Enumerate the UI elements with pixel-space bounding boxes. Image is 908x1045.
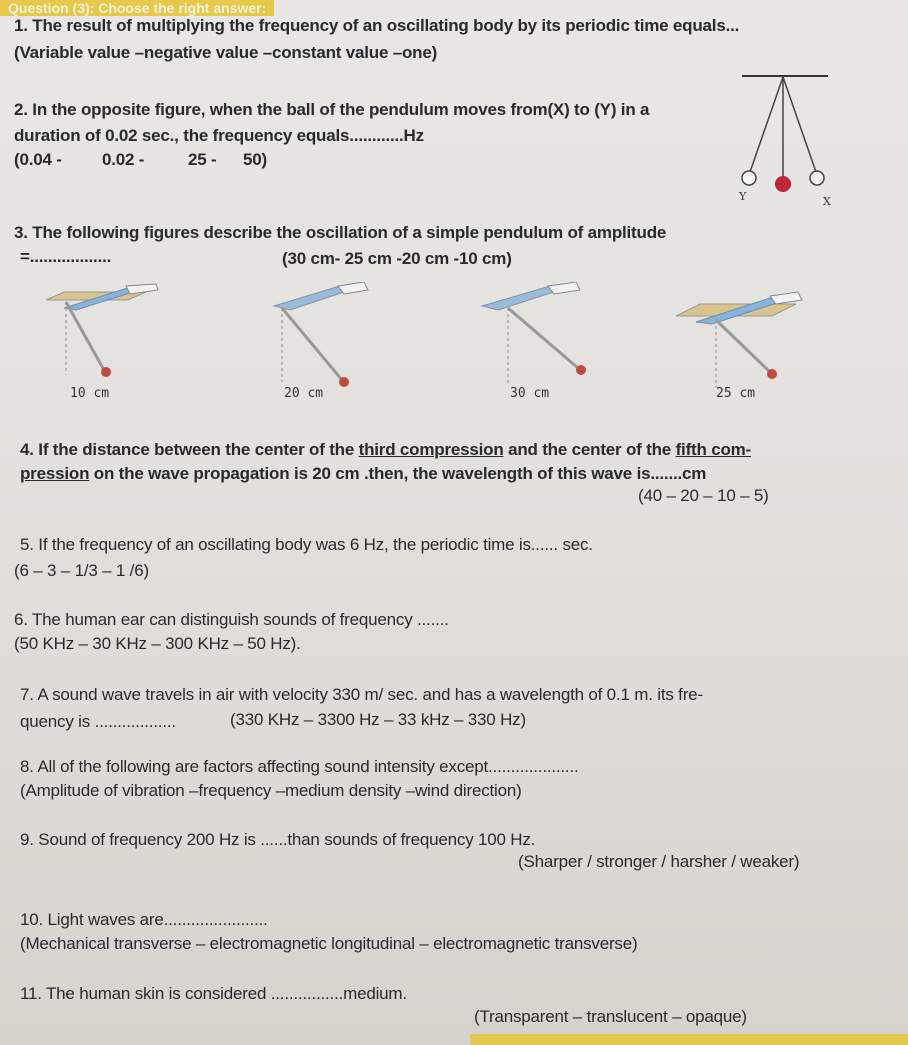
- question-2-option-1: (0.04 -: [14, 150, 62, 169]
- figure-label-30cm: 30 cm: [510, 386, 550, 401]
- question-2-option-3: 25 -: [188, 150, 217, 169]
- pendulum-string-y: [750, 77, 783, 172]
- question-4-line2: [20, 464, 706, 484]
- question-4-post: on the wave propagation is 20 cm .then, the wavelength of this wave is.......cm: [89, 464, 707, 483]
- pendulum-20cm-figure: [260, 282, 380, 390]
- figure-label-10cm: 10 cm: [70, 386, 110, 401]
- ball-position-x: [810, 171, 824, 185]
- pendulum-25cm-figure: [676, 284, 806, 392]
- question-3-options: (30 cm- 25 cm -20 cm -10 cm): [282, 249, 512, 268]
- figure-label-20cm: 20 cm: [284, 386, 324, 401]
- question-5-options: (6 – 3 – 1/3 – 1 /6): [14, 561, 149, 580]
- label-y: Y: [739, 190, 747, 203]
- question-7-line2: quency is ..................: [20, 712, 176, 731]
- question-4-underline-2: fifth com-: [675, 440, 752, 459]
- question-1-options: (Variable value –negative value –constant value –one): [14, 43, 438, 62]
- question-4-underline-3: pression: [20, 464, 90, 483]
- label-x: X: [823, 195, 831, 208]
- pendulum-figure: [728, 66, 848, 216]
- question-5-text: 5. If the frequency of an oscillating body was 6 Hz, the periodic time is...... sec.: [20, 535, 593, 554]
- question-11-options: (Transparent – translucent – opaque): [474, 1007, 747, 1026]
- question-1-text: 1. The result of multiplying the frequency of an oscillating body by its periodic time equals...: [14, 16, 740, 35]
- question-2-line1: 2. In the opposite figure, when the ball of the pendulum moves from(X) to (Y) in a: [14, 100, 650, 119]
- pendulum-10cm-figure: [46, 280, 166, 388]
- question-4-pre: 4. If the distance between the center of the: [20, 440, 359, 459]
- question-6-text: 6. The human ear can distinguish sounds of frequency .......: [14, 610, 449, 629]
- question-4-mid: and the center of the: [503, 440, 676, 459]
- pendulum-30cm-figure: [468, 282, 598, 390]
- question-3-line1: 3. The following figures describe the oscillation of a simple pendulum of amplitude: [14, 223, 667, 242]
- question-4-options: (40 – 20 – 10 – 5): [638, 486, 769, 505]
- bottom-accent-bar: [470, 1034, 908, 1045]
- question-7-options: (330 KHz – 3300 Hz – 33 kHz – 330 Hz): [230, 710, 526, 729]
- question-3-blank: =..................: [20, 247, 112, 266]
- question-10-text: 10. Light waves are.......................: [20, 910, 268, 929]
- pendulum-string-x: [783, 77, 816, 172]
- question-4-underline-1: third compression: [358, 440, 504, 459]
- ball-position-y: [742, 171, 756, 185]
- question-8-options: (Amplitude of vibration –frequency –medium density –wind direction): [20, 781, 522, 800]
- question-8-text: 8. All of the following are factors affecting sound intensity except....................: [20, 757, 579, 776]
- question-9-options: (Sharper / stronger / harsher / weaker): [518, 852, 800, 871]
- question-6-options: (50 KHz – 30 KHz – 300 KHz – 50 Hz).: [14, 634, 301, 653]
- question-7-line1: 7. A sound wave travels in air with velocity 330 m/ sec. and has a wavelength of 0.1 m. its fre-: [20, 685, 703, 704]
- question-10-options: (Mechanical transverse – electromagnetic longitudinal – electromagnetic transverse): [20, 934, 638, 953]
- figure-label-25cm: 25 cm: [716, 386, 756, 401]
- pendulum-ball: [775, 176, 791, 192]
- section-header: Question (3): Choose the right answer:: [0, 0, 274, 16]
- question-11-text: 11. The human skin is considered ................medium.: [20, 984, 407, 1003]
- question-9-text: 9. Sound of frequency 200 Hz is ......than sounds of frequency 100 Hz.: [20, 830, 536, 849]
- question-4-line1: [20, 440, 751, 460]
- question-2-line2: duration of 0.02 sec., the frequency equals............Hz: [14, 126, 424, 145]
- question-2-option-4: 50): [243, 150, 267, 169]
- question-2-option-2: 0.02 -: [102, 150, 145, 169]
